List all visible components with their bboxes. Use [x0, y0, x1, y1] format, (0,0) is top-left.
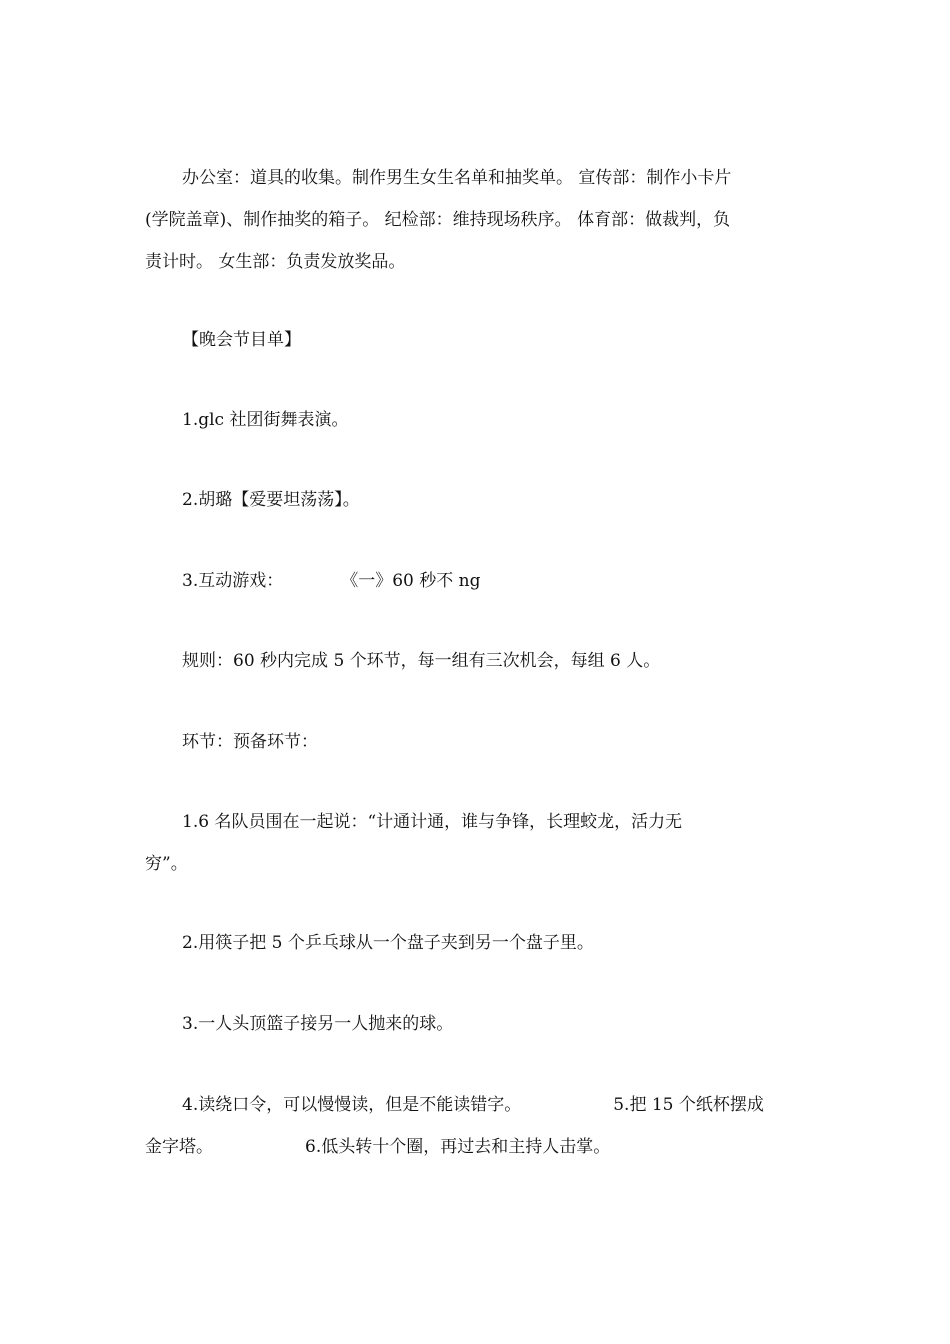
program-heading: 【晚会节目单】 [182, 330, 301, 350]
stage-step-6: 6.低头转十个圈，再过去和主持人击掌。 [305, 1137, 611, 1157]
program-item-3-game: 《一》60 秒不 ng [341, 571, 481, 591]
stage-step-5-end: 金字塔。 [145, 1137, 213, 1157]
program-item-2: 2.胡璐【爱要坦荡荡】。 [182, 490, 360, 510]
paragraph-departments [145, 157, 810, 283]
stage-step-3: 3.一人头顶篮子接另一人抛来的球。 [182, 1014, 454, 1034]
stage-steps-4-6 [145, 1084, 810, 1168]
departments-line-3: 责计时。 女生部：负责发放奖品。 [145, 252, 406, 272]
program-item-3 [145, 560, 810, 602]
stage-step-1-line-1: 1.6 名队员围在一起说：“计通计通，谁与争锋，长理蛟龙，活力无 [182, 812, 683, 832]
departments-line-1: 办公室：道具的收集。制作男生女生名单和抽奖单。 宣传部：制作小卡片 [182, 168, 732, 188]
game-stages-heading: 环节：预备环节： [182, 732, 318, 752]
stage-step-1 [145, 801, 810, 885]
stage-step-1-line-2: 穷”。 [145, 854, 188, 874]
stage-step-5-start: 5.把 15 个纸杯摆成 [613, 1095, 764, 1115]
game-rules: 规则：60 秒内完成 5 个环节，每一组有三次机会，每组 6 人。 [182, 651, 661, 671]
program-item-3-label: 3.互动游戏： [182, 571, 284, 591]
stage-step-2: 2.用筷子把 5 个乒乓球从一个盘子夹到另一个盘子里。 [182, 933, 594, 953]
stage-step-4: 4.读绕口令，可以慢慢读，但是不能读错字。 [182, 1095, 522, 1115]
program-item-1: 1.glc 社团街舞表演。 [182, 410, 349, 430]
departments-line-2: (学院盖章)、制作抽奖的箱子。 纪检部：维持现场秩序。 体育部：做裁判，负 [145, 210, 731, 230]
